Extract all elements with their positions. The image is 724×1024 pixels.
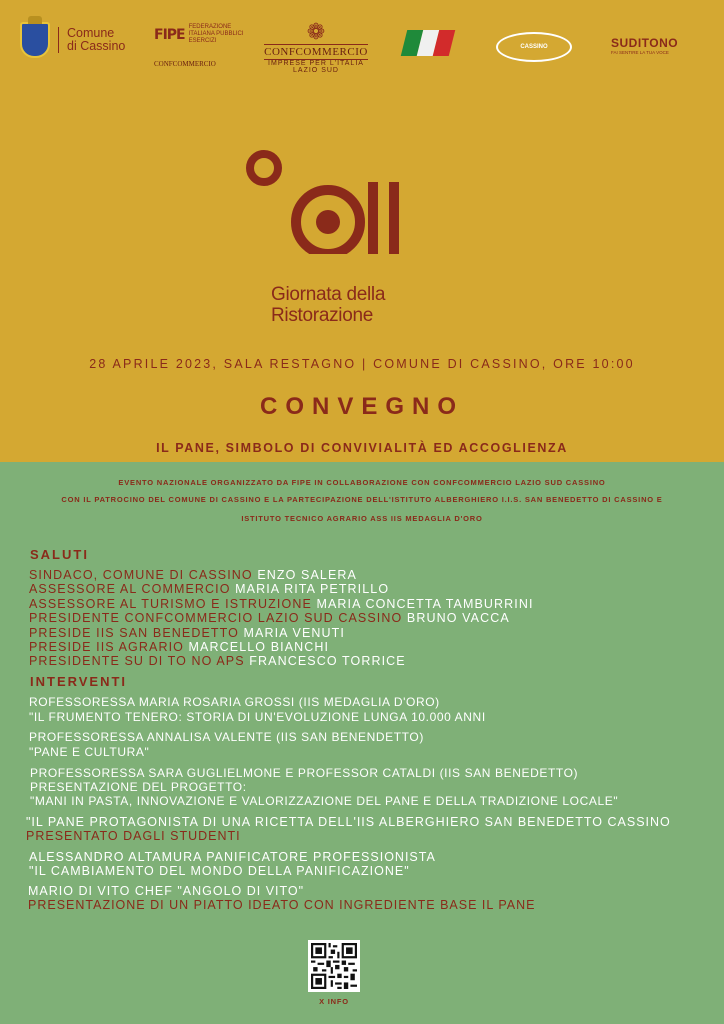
saluti-item: ASSESSORE AL COMMERCIO MARIA RITA PETRILLO [29, 582, 390, 596]
intervento-line: "IL FRUMENTO TENERO: STORIA DI UN'EVOLUZIONE LUNGA 10.000 ANNI [29, 710, 486, 724]
conf-title: CONFCOMMERCIO [264, 46, 368, 58]
intervento-line: ALESSANDRO ALTAMURA PANIFICATORE PROFESSIONISTA [29, 850, 436, 864]
intervento-line: "MANI IN PASTA, INNOVAZIONE E VALORIZZAZIONE DEL PANE E DELLA TRADIZIONE LOCALE" [30, 794, 619, 808]
intro-line: EVENTO NAZIONALE ORGANIZZATO DA FIPE IN COLLABORAZIONE CON CONFCOMMERCIO LAZIO SUD CASSINO [118, 478, 606, 487]
giornata-emblem-icon [246, 148, 416, 254]
conf-sub2: LAZIO SUD [293, 67, 339, 74]
event-dateline: 28 APRILE 2023, SALA RESTAGNO | COMUNE DI CASSINO, ORE 10:00 [89, 357, 635, 371]
conf-sub1: IMPRESE PER L'ITALIA [268, 60, 364, 67]
intervento-line: MARIO DI VITO CHEF "ANGOLO DI VITO" [28, 884, 305, 898]
event-subtitle: IL PANE, SIMBOLO DI CONVIVIALITÀ ED ACCOGLIENZA [156, 441, 568, 455]
suditono-title: SUDITONO [611, 36, 679, 50]
intervento-line: PROFESSORESSA ANNALISA VALENTE (IIS SAN BENENDETTO) [29, 730, 424, 744]
coat-of-arms-icon [20, 22, 50, 58]
saluti-item: PRESIDE IIS AGRARIO MARCELLO BIANCHI [29, 640, 330, 654]
qr-label: X INFO [319, 997, 349, 1006]
intervento-line: "IL CAMBIAMENTO DEL MONDO DELLA PANIFICAZIONE" [29, 864, 410, 878]
saluti-item: PRESIDENTE SU DI TO NO APS FRANCESCO TORRICE [29, 654, 406, 668]
suditono-logo [611, 36, 678, 55]
intervento-line: PRESENTATO DAGLI STUDENTI [26, 829, 241, 843]
comune-line1: Comune [67, 26, 115, 40]
comune-line2: di Cassino [67, 39, 126, 53]
fipe-text: FEDERAZIONE ITALIANA PUBBLICI ESERCIZI [188, 24, 244, 44]
event-heading: CONVEGNO [259, 393, 464, 420]
intervento-line: PROFESSORESSA SARA GUGLIELMONE E PROFESSOR CATALDI (IIS SAN BENEDETTO) [30, 766, 579, 780]
saluti-item: ASSESSORE AL TURISMO E ISTRUZIONE MARIA CONCETTA TAMBURRINI [29, 597, 534, 611]
suditono-sub: FAI SENTIRE LA TUA VOCE [611, 50, 669, 55]
oval-text: CASSINO [520, 44, 548, 50]
confcommercio-logo [264, 20, 368, 74]
brand-line1: Giornata della [271, 284, 386, 305]
oval-logo [496, 32, 572, 62]
saluti-item: SINDACO, COMUNE DI CASSINO ENZO SALERA [29, 568, 357, 582]
brand-title [271, 284, 385, 326]
comune-cassino-logo [20, 22, 125, 58]
intro-line: CON IL PATROCINO DEL COMUNE DI CASSINO E LA PARTECIPAZIONE DELL'ISTITUTO ALBERGHIERO I.I.S. SAN BENEDETTO DI CASSINO E [61, 495, 663, 504]
saluti-title: SALUTI [30, 547, 89, 562]
saluti-item: PRESIDENTE CONFCOMMERCIO LAZIO SUD CASSINO BRUNO VACCA [29, 611, 510, 625]
qr-code-icon[interactable] [308, 940, 360, 992]
saluti-item: PRESIDE IIS SAN BENEDETTO MARIA VENUTI [29, 626, 345, 640]
partner-logos [0, 18, 724, 78]
intervento-line: "IL PANE PROTAGONISTA DI UNA RICETTA DELL'IIS ALBERGHIERO SAN BENEDETTO CASSINO [26, 815, 671, 829]
brand-line2: Ristorazione [271, 305, 374, 326]
flag-logo-icon [401, 30, 457, 56]
intervento-line: ROFESSORESSA MARIA ROSARIA GROSSI (IIS MEDAGLIA D'ORO) [29, 695, 440, 709]
fipe-mark: FIPE [154, 26, 185, 43]
interventi-title: INTERVENTI [30, 674, 128, 689]
eagle-icon: ❁ [306, 19, 326, 44]
fipe-logo [154, 24, 255, 68]
intervento-line: PRESENTAZIONE DEL PROGETTO: [30, 780, 247, 794]
intervento-line: "PANE E CULTURA" [29, 745, 150, 759]
intro-line: ISTITUTO TECNICO AGRARIO ASS IIS MEDAGLIA D'ORO [241, 514, 483, 523]
intervento-line: PRESENTAZIONE DI UN PIATTO IDEATO CON INGREDIENTE BASE IL PANE [28, 898, 536, 912]
fipe-sub: CONFCOMMERCIO [154, 60, 216, 68]
